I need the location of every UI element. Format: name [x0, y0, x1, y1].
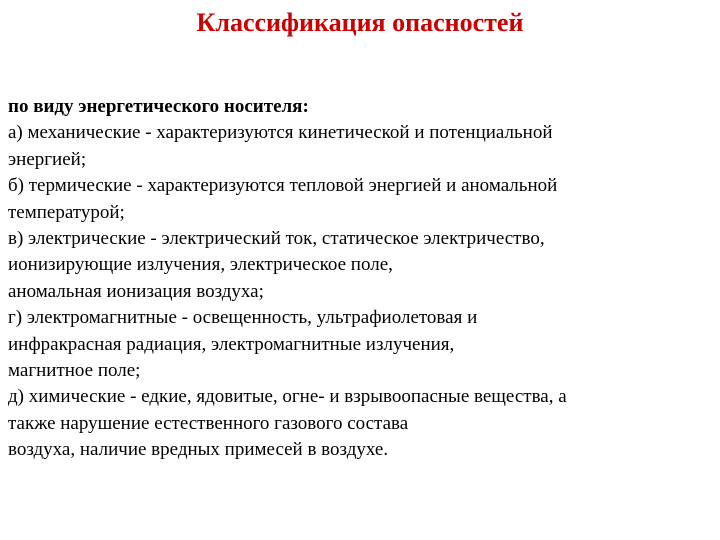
- body-line: д) химические - едкие, ядовитые, огне- и взрывоопасные вещества, а: [8, 386, 567, 408]
- body-line: аномальная ионизация воздуха;: [8, 280, 264, 302]
- slide-body: [8, 94, 716, 464]
- body-line: а) механические - характеризуются кинетической и потенциальной: [8, 122, 553, 144]
- body-line: температурой;: [8, 201, 125, 223]
- body-line: инфракрасная радиация, электромагнитные излучения,: [8, 333, 455, 355]
- body-line: энергией;: [8, 148, 87, 170]
- section-heading: по виду энергетического носителя:: [8, 96, 309, 117]
- slide-title: Классификация опасностей: [196, 8, 524, 37]
- body-line: б) термические - характеризуются тепловой энергией и аномальной: [8, 175, 558, 197]
- body-line: г) электромагнитные - освещенность, ультрафиолетовая и: [8, 307, 478, 329]
- body-line: магнитное поле;: [8, 360, 141, 382]
- body-line: в) электрические - электрический ток, статическое электричество,: [8, 228, 545, 250]
- body-line: также нарушение естественного газового состава: [8, 412, 409, 434]
- body-line: воздуха, наличие вредных примесей в воздухе.: [8, 439, 389, 461]
- body-line: ионизирующие излучения, электрическое поле,: [8, 254, 393, 276]
